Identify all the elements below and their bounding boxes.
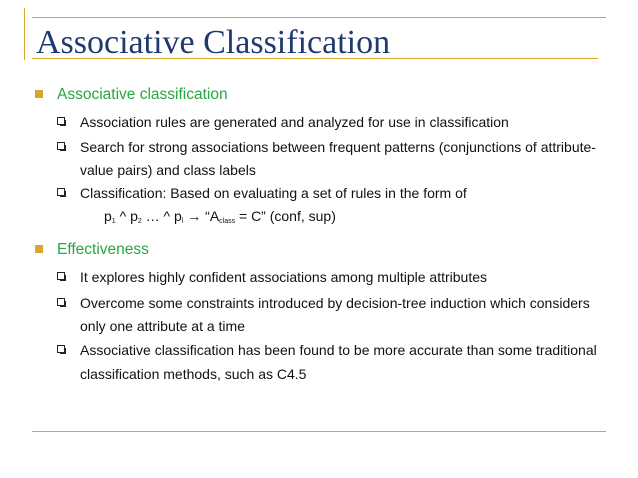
- left-rule: [24, 8, 25, 60]
- bottom-rule: [32, 431, 606, 432]
- checkbox-bullet-icon: [57, 298, 65, 306]
- list-item: Search for strong associations between frequent patterns (conjunctions of attribute-: [80, 139, 596, 155]
- square-bullet-icon: [35, 245, 43, 253]
- list-item-continuation: classification methods, such as C4.5: [80, 366, 307, 382]
- list-item-continuation: value pairs) and class labels: [80, 162, 256, 178]
- list-item: Overcome some constraints introduced by decision-tree induction which considers: [80, 295, 590, 311]
- arrow-icon: →: [187, 208, 202, 224]
- rule-formula: $p_1$ ^ $p_2$ … ^ $p_l$ → “$A_{class} = C$” (conf, sup): [104, 208, 336, 225]
- list-item: It explores highly confident associations among multiple attributes: [80, 269, 487, 285]
- list-item: Classification: Based on evaluating a set of rules in the form of: [80, 185, 467, 201]
- checkbox-bullet-icon: [57, 142, 65, 150]
- list-item-continuation: only one attribute at a time: [80, 318, 245, 334]
- slide-title: Associative Classification: [36, 24, 391, 61]
- checkbox-bullet-icon: [57, 345, 65, 353]
- square-bullet-icon: [35, 90, 43, 98]
- section-heading-effectiveness: Effectiveness: [57, 241, 149, 258]
- top-rule: [32, 17, 606, 18]
- checkbox-bullet-icon: [57, 272, 65, 280]
- list-item: Association rules are generated and analyzed for use in classification: [80, 114, 509, 130]
- checkbox-bullet-icon: [57, 188, 65, 196]
- list-item: Associative classification has been found to be more accurate than some traditional: [80, 342, 597, 358]
- checkbox-bullet-icon: [57, 117, 65, 125]
- section-heading-associative: Associative classification: [57, 86, 228, 103]
